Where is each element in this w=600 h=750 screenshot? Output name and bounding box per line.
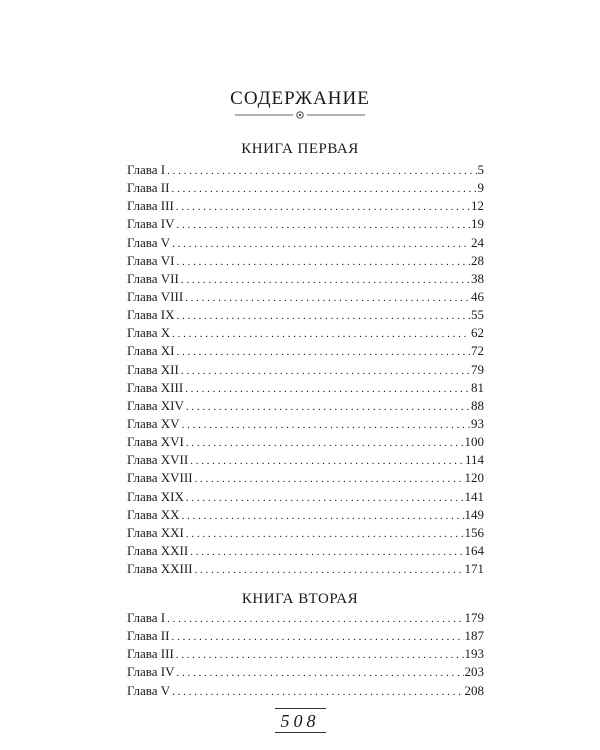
toc-entry[interactable]: [127, 609, 484, 627]
book-two-heading: КНИГА ВТОРАЯ: [241, 591, 359, 607]
dot-leader: [177, 306, 471, 324]
dot-leader: [186, 433, 464, 451]
toc-entry-page: 187: [464, 628, 484, 644]
book-one-heading: КНИГА ПЕРВАЯ: [241, 141, 359, 157]
toc-entry-label: Глава IV: [127, 216, 175, 232]
toc-entry-page: 46: [471, 288, 484, 304]
toc-entry-page: 19: [471, 216, 484, 232]
toc-entry[interactable]: [127, 215, 484, 233]
toc-entry-page: 55: [471, 307, 484, 323]
toc-entry-label: Глава XVI: [127, 434, 184, 450]
dot-leader: [195, 560, 464, 578]
toc-entry-page: 24: [471, 234, 484, 250]
toc-entry-label: Глава XIX: [127, 488, 184, 504]
dot-leader: [172, 324, 470, 342]
dot-leader: [182, 415, 470, 433]
toc-entry-label: Глава XIV: [127, 397, 184, 413]
page-title: СОДЕРЖАНИЕ: [230, 88, 370, 109]
dot-leader: [182, 506, 464, 524]
dot-leader: [177, 215, 471, 233]
toc-entry-label: Глава XIII: [127, 379, 184, 395]
toc-entry-label: Глава XI: [127, 343, 175, 359]
toc-entry-page: 81: [471, 379, 484, 395]
dot-leader: [190, 542, 463, 560]
toc-entry-label: Глава XV: [127, 415, 180, 431]
toc-entry-label: Глава XVII: [127, 452, 189, 468]
dot-leader: [195, 469, 464, 487]
toc-entry-label: Глава V: [127, 234, 171, 250]
dot-leader: [177, 252, 471, 270]
toc-entry[interactable]: [127, 234, 484, 252]
ornament-divider-icon: [235, 109, 365, 121]
toc-entry-label: Глава I: [127, 162, 166, 177]
toc-entry-page: 72: [471, 343, 484, 359]
toc-entry-label: Глава XX: [127, 506, 180, 522]
dot-leader: [172, 682, 463, 700]
dot-leader: [167, 161, 476, 179]
toc-entry[interactable]: [127, 161, 484, 179]
toc-entry-label: Глава VIII: [127, 288, 184, 304]
toc-entry[interactable]: [127, 542, 484, 560]
dot-leader: [172, 234, 470, 252]
toc-entry-page: 5: [477, 162, 484, 177]
toc-entry-page: 208: [464, 682, 484, 698]
dot-leader: [177, 663, 464, 681]
dot-leader: [177, 342, 471, 360]
toc-entry-page: 100: [464, 434, 484, 450]
toc-entry[interactable]: [127, 306, 484, 324]
toc-entry-page: 12: [471, 198, 484, 214]
toc-entry-page: 88: [471, 397, 484, 413]
toc-entry-page: 120: [464, 470, 484, 486]
toc-entry-label: Глава VI: [127, 252, 175, 268]
toc-entry[interactable]: [127, 179, 484, 197]
toc-entry-label: Глава I: [127, 610, 166, 625]
dot-leader: [171, 627, 463, 645]
book-two-toc: [127, 609, 484, 700]
toc-entry-page: 193: [464, 646, 484, 662]
dot-leader: [190, 451, 464, 469]
toc-entry[interactable]: [127, 451, 484, 469]
toc-entry-label: Глава VII: [127, 270, 179, 286]
toc-entry-label: Глава IV: [127, 664, 175, 680]
toc-entry-page: 179: [464, 610, 484, 625]
toc-entry[interactable]: [127, 324, 484, 342]
page-number: 508: [275, 708, 326, 733]
toc-entry-label: Глава IX: [127, 307, 175, 323]
toc-entry-label: Глава XXI: [127, 524, 184, 540]
toc-entry[interactable]: [127, 361, 484, 379]
toc-entry-label: Глава X: [127, 325, 171, 341]
dot-leader: [181, 270, 470, 288]
toc-entry[interactable]: [127, 433, 484, 451]
toc-entry-label: Глава XII: [127, 361, 179, 377]
dot-leader: [185, 288, 470, 306]
toc-entry-page: 149: [464, 506, 484, 522]
toc-entry-label: Глава II: [127, 180, 170, 196]
toc-entry-label: Глава II: [127, 628, 170, 644]
dot-leader: [185, 379, 470, 397]
toc-entry-page: 93: [471, 415, 484, 431]
toc-entry-page: 203: [464, 664, 484, 680]
toc-entry-page: 114: [464, 452, 484, 468]
toc-entry-page: 28: [471, 252, 484, 268]
dot-leader: [186, 397, 470, 415]
toc-entry[interactable]: [127, 627, 484, 645]
toc-entry[interactable]: [127, 397, 484, 415]
toc-entry-page: 171: [464, 561, 484, 577]
toc-entry-label: Глава V: [127, 682, 171, 698]
toc-entry-page: 38: [471, 270, 484, 286]
page-number-area: [0, 708, 600, 733]
dot-leader: [176, 197, 470, 215]
dot-leader: [167, 609, 463, 627]
toc-entry-page: 156: [464, 524, 484, 540]
toc-entry[interactable]: [127, 197, 484, 215]
toc-entry[interactable]: [127, 342, 484, 360]
toc-entry-label: Глава III: [127, 646, 174, 662]
toc-entry-label: Глава III: [127, 198, 174, 214]
toc-entry[interactable]: [127, 469, 484, 487]
toc-entry[interactable]: [127, 415, 484, 433]
dot-leader: [171, 179, 476, 197]
dot-leader: [176, 645, 464, 663]
toc-entry-label: Глава XXII: [127, 542, 189, 558]
toc-entry-page: 62: [471, 325, 484, 341]
toc-entry-page: 9: [477, 180, 484, 196]
toc-entry-label: Глава XVIII: [127, 470, 193, 486]
toc-entry-label: Глава XXIII: [127, 561, 193, 577]
toc-entry-page: 79: [471, 361, 484, 377]
book-one-toc: [127, 161, 484, 578]
toc-entry[interactable]: [127, 252, 484, 270]
toc-entry[interactable]: [127, 488, 484, 506]
toc-entry[interactable]: [127, 288, 484, 306]
toc-entry[interactable]: [127, 379, 484, 397]
toc-entry[interactable]: [127, 506, 484, 524]
toc-entry-page: 164: [464, 542, 484, 558]
title-ornament: [0, 109, 600, 121]
toc-entry[interactable]: [127, 663, 484, 681]
toc-entry[interactable]: [127, 524, 484, 542]
dot-leader: [186, 488, 464, 506]
toc-entry[interactable]: [127, 560, 484, 578]
toc-entry[interactable]: [127, 645, 484, 663]
dot-leader: [181, 361, 470, 379]
dot-leader: [186, 524, 464, 542]
toc-entry-page: 141: [464, 488, 484, 504]
toc-entry[interactable]: [127, 270, 484, 288]
toc-entry[interactable]: [127, 682, 484, 700]
